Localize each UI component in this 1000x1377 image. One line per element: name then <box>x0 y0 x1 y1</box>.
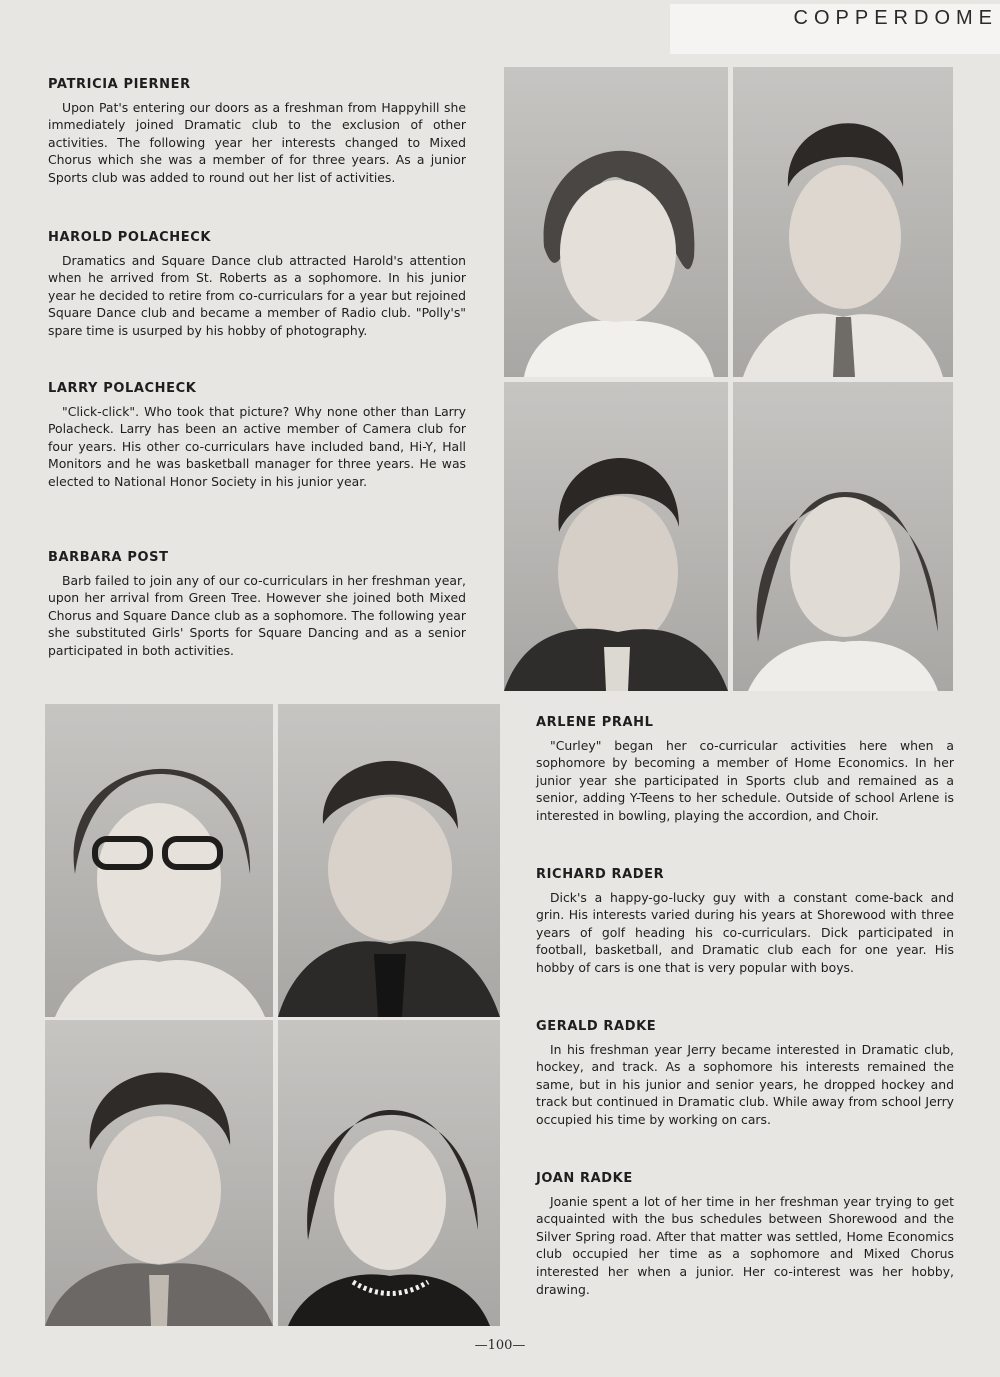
bio-barbara-post <box>48 549 466 660</box>
yearbook-title: COPPERDOME <box>793 7 998 29</box>
bio-harold-polacheck <box>48 229 466 340</box>
bio-joan-radke <box>536 1170 954 1298</box>
bio-text: Upon Pat's entering our doors as a freshman from Happyhill she immediately joined Dramatic club to the exclusion of other activities. The following year her interests changed to Mixed Chorus which she was a member of for three years. As a junior Sports club was added to round out her list of activities. <box>48 99 466 185</box>
bio-patricia-pierner <box>48 76 466 187</box>
portrait-photo-patricia-pierner <box>504 67 728 377</box>
bio-text: Dick's a happy-go-lucky guy with a constant come-back and grin. His interests varied during his years at Shorewood with three years of golf heading his co-curriculars. Dick participated in football, basketball, and Dramatic club each for one year. His hobby of cars is one that is very popular with boys. <box>536 889 954 975</box>
page-header <box>670 4 1000 54</box>
bio-name: GERALD RADKE <box>536 1019 657 1034</box>
portrait-photo-gerald-radke <box>45 1020 273 1326</box>
bio-richard-rader <box>536 866 954 977</box>
bio-text: In his freshman year Jerry became interested in Dramatic club, hockey, and track. As a sophomore his interests remained the same, but in his junior and senior years, he dropped hockey and track but continued in Dramatic club. While away from school Jerry occupied his time by working on cars. <box>536 1041 954 1127</box>
bio-name: JOAN RADKE <box>536 1171 633 1186</box>
bio-name: RICHARD RADER <box>536 867 665 882</box>
portrait-photo-harold-polacheck <box>733 67 953 377</box>
bio-name: HAROLD POLACHECK <box>48 230 212 245</box>
portrait-photo-arlene-prahl <box>45 704 273 1017</box>
bio-name: PATRICIA PIERNER <box>48 77 191 92</box>
bio-text: "Curley" began her co-curricular activities here when a sophomore by becoming a member of Home Economics. In her junior year she participated in Sports club and remained as a senior, adding Y-Teens to her schedule. Outside of school Arlene is interested in bowling, playing the accordion, and Choir. <box>536 737 954 823</box>
bio-text: Joanie spent a lot of her time in her freshman year trying to get acquainted with the bus schedules between Shorewood and the Silver Spring road. After that matter was settled, Home Economics club occupied her time as a sophomore and Mixed Chorus interested her when a junior. Her co-interest was her hobby, drawing. <box>536 1193 954 1297</box>
portrait-photo-larry-polacheck <box>504 382 728 691</box>
bio-name: LARRY POLACHECK <box>48 381 197 396</box>
bio-gerald-radke <box>536 1018 954 1129</box>
bio-text: Dramatics and Square Dance club attracted Harold's attention when he arrived from St. Roberts as a sophomore. In his junior year he decided to retire from co-curriculars for a year but rejoined Square Dance club and became a member of Radio club. "Polly's" spare time is usurped by his hobby of photography. <box>48 252 466 338</box>
portrait-photo-barbara-post <box>733 382 953 691</box>
portrait-photo-joan-radke <box>278 1020 500 1326</box>
bio-name: BARBARA POST <box>48 550 169 565</box>
bio-larry-polacheck <box>48 380 466 491</box>
bio-text: Barb failed to join any of our co-curriculars in her freshman year, upon her arrival from Green Tree. However she joined both Mixed Chorus and Square Dance club as a sophomore. The following year she substituted Girls' Sports for Square Dancing and as a senior participated in both activities. <box>48 572 466 658</box>
bio-text: "Click-click". Who took that picture? Why none other than Larry Polacheck. Larry has been an active member of Camera club for four years. His other co-curriculars have included band, Hi-Y, Hall Monitors and he was basketball manager for three years. He was elected to National Honor Society in his junior year. <box>48 403 466 489</box>
portrait-photo-richard-rader <box>278 704 500 1017</box>
bio-name: ARLENE PRAHL <box>536 715 654 730</box>
page-number: —100— <box>474 1338 526 1353</box>
bio-arlene-prahl <box>536 714 954 825</box>
